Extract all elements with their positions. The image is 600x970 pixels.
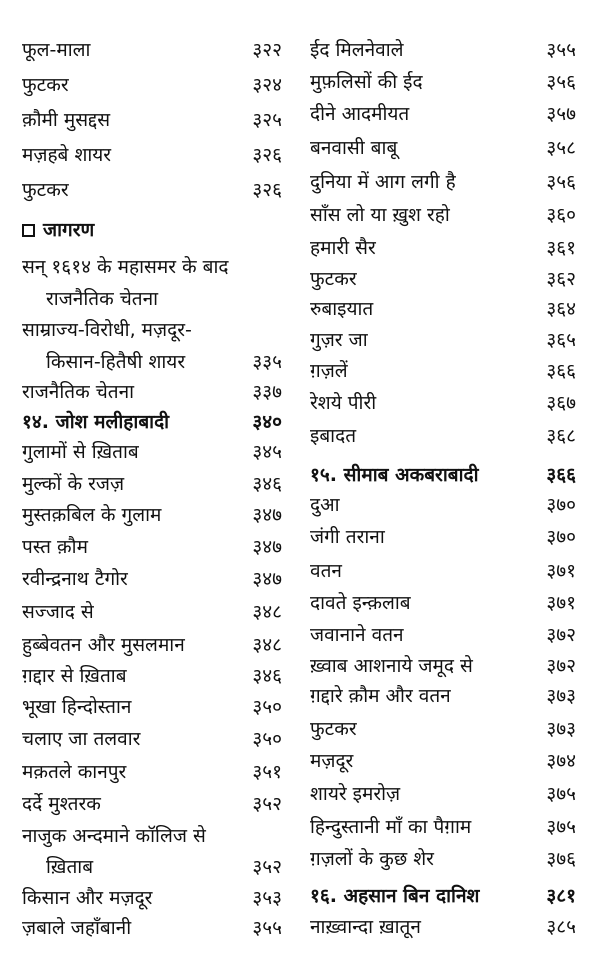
toc-entry-title xyxy=(22,73,69,97)
toc-entry-title-text: १५. सीमाब अकबराबादी xyxy=(310,464,479,486)
toc-entry xyxy=(0,108,300,134)
toc-entry-title xyxy=(22,567,128,591)
toc-entry-title xyxy=(310,815,471,839)
toc-entry xyxy=(300,424,600,450)
toc-entry-title xyxy=(310,267,357,291)
toc-entry-page: ३७३ xyxy=(546,685,576,707)
toc-entry-page: ३६० xyxy=(546,204,576,226)
toc-entry-page: ३७० xyxy=(546,526,576,548)
toc-entry xyxy=(300,136,600,162)
toc-entry-title-text: रवीन्द्रनाथ टैगोर xyxy=(22,568,128,590)
toc-entry-page: ३५७ xyxy=(546,103,576,125)
toc-entry-title xyxy=(310,559,342,583)
toc-entry-title-text: दुआ xyxy=(310,494,340,516)
toc-entry-title xyxy=(310,203,450,227)
toc-entry-title xyxy=(22,318,192,342)
toc-entry-page: ३४७ xyxy=(252,504,282,526)
toc-entry-title-text: राजनैतिक चेतना xyxy=(22,381,135,403)
toc-entry-title xyxy=(22,792,101,816)
toc-entry-title-text: हिन्दुस्तानी माँ का पैग़ाम xyxy=(310,816,472,838)
toc-entry-title xyxy=(310,328,368,352)
toc-entry-page: ३५२ xyxy=(252,856,282,878)
toc-entry-title-text: १६. अहसान बिन दानिश xyxy=(310,885,480,907)
toc-entry-title-text: गुज़र जा xyxy=(310,329,368,351)
toc-entry xyxy=(300,267,600,293)
toc-entry-title xyxy=(310,884,479,908)
toc-entry xyxy=(300,847,600,873)
toc-entry-page: ३४५ xyxy=(252,441,282,463)
toc-entry-title xyxy=(22,633,185,657)
toc-entry-title-text: मुफ़लिसों की ईद xyxy=(310,71,423,93)
toc-entry-title-text: फुटकर xyxy=(22,179,69,201)
toc-entry xyxy=(0,695,300,721)
toc-entry-title xyxy=(310,102,409,126)
toc-entry-title-text: हुब्बेवतन और मुसलमान xyxy=(22,634,185,656)
toc-entry-title xyxy=(46,287,158,311)
toc-entry-page: ३७१ xyxy=(546,592,576,614)
chapter-heading xyxy=(0,410,300,436)
toc-entry-page: ३५५ xyxy=(252,917,282,939)
toc-entry-page: ३५० xyxy=(252,696,282,718)
toc-entry-title xyxy=(310,424,356,448)
toc-entry-page: ३७५ xyxy=(546,816,576,838)
toc-entry xyxy=(0,255,300,281)
toc-entry-title-text: किसान-हितैषी शायर xyxy=(46,351,186,373)
toc-entry xyxy=(300,815,600,841)
toc-entry-page: ३२६ xyxy=(252,144,282,166)
toc-entry-page: ३८१ xyxy=(546,885,576,907)
toc-entry xyxy=(300,170,600,196)
toc-entry xyxy=(300,749,600,775)
toc-entry xyxy=(0,855,300,881)
toc-entry xyxy=(0,633,300,659)
toc-entry-title xyxy=(22,886,152,910)
toc-entry xyxy=(0,886,300,912)
toc-entry-page: ३६५ xyxy=(546,329,576,351)
toc-entry-page: ३४६ xyxy=(252,665,282,687)
toc-entry-title-text: १४. जोश मलीहाबादी xyxy=(22,411,170,433)
toc-entry xyxy=(0,535,300,561)
toc-entry-page: ३४७ xyxy=(252,568,282,590)
toc-entry-title xyxy=(310,70,423,94)
toc-entry xyxy=(300,493,600,519)
toc-entry-page: ३५० xyxy=(252,728,282,750)
toc-entry xyxy=(300,591,600,617)
toc-entry-page: ३२२ xyxy=(252,39,282,61)
toc-entry-title-text: मज़हबे शायर xyxy=(22,144,112,166)
toc-entry-page: ३२४ xyxy=(252,74,282,96)
toc-entry xyxy=(300,525,600,551)
toc-entry-title xyxy=(22,472,124,496)
toc-entry-title-text: सज्जाद से xyxy=(22,601,94,623)
toc-entry-title xyxy=(22,727,140,751)
toc-entry-title xyxy=(310,359,348,383)
toc-entry-title xyxy=(22,255,229,279)
toc-entry-page: ३५१ xyxy=(252,761,282,783)
toc-entry-title-text: ईद मिलनेवाले xyxy=(310,39,404,61)
toc-entry-page: ३८५ xyxy=(546,916,576,938)
toc-entry-title-text: गुलामों से ख़िताब xyxy=(22,441,139,463)
toc-entry-title-text: जागरण xyxy=(43,219,95,241)
toc-entry-title xyxy=(22,380,134,404)
toc-entry-title-text: शायरे इमरोज़ xyxy=(310,783,401,805)
toc-entry-title xyxy=(22,178,69,202)
toc-entry-page: ३७६ xyxy=(546,848,576,870)
toc-entry xyxy=(300,38,600,64)
toc-entry-title-text: साँस लो या ख़ुश रहो xyxy=(310,204,450,226)
toc-entry-title-text: भूखा हिन्दोस्तान xyxy=(22,696,132,718)
toc-entry-title-text: नाजुक अन्दमाने कॉलिज से xyxy=(22,825,206,847)
toc-entry-title-text: मक़तले कानपुर xyxy=(22,761,127,783)
toc-entry-page: ३४६ xyxy=(252,473,282,495)
toc-entry-title xyxy=(22,410,169,434)
toc-entry-title-text: मज़दूर xyxy=(310,750,354,772)
toc-entry-page: ३४७ xyxy=(252,536,282,558)
toc-entry-page: ३७२ xyxy=(546,655,576,677)
toc-entry-title-text: ज़बाले जहाँबानी xyxy=(22,917,132,939)
toc-entry-title-text: जंगी तराना xyxy=(310,526,385,548)
toc-entry-title xyxy=(22,218,94,242)
toc-entry-title-text: जवानाने वतन xyxy=(310,624,404,646)
toc-entry-page: ३६४ xyxy=(546,298,576,320)
toc-entry-title-text: वतन xyxy=(310,560,342,582)
toc-entry-title-text: फुटकर xyxy=(310,718,357,740)
toc-entry-page: ३५८ xyxy=(546,137,576,159)
toc-entry xyxy=(0,440,300,466)
toc-entry-title-text: ग़ज़लों के कुछ शेर xyxy=(310,848,434,870)
toc-entry-title xyxy=(310,493,340,517)
toc-entry xyxy=(0,380,300,406)
toc-entry xyxy=(0,73,300,99)
toc-entry xyxy=(300,102,600,128)
toc-entry-page: ३४८ xyxy=(252,601,282,623)
toc-entry-title xyxy=(310,525,385,549)
toc-entry-title-text: फुटकर xyxy=(310,268,357,290)
toc-entry-title xyxy=(22,664,127,688)
square-bullet-icon xyxy=(22,224,35,237)
chapter-heading xyxy=(300,884,600,910)
toc-entry-title xyxy=(310,391,376,415)
toc-entry-title-text: पस्त क़ौम xyxy=(22,536,88,558)
toc-entry-title xyxy=(22,503,161,527)
toc-entry-title xyxy=(22,760,126,784)
toc-entry xyxy=(300,915,600,941)
toc-entry-page: ३७५ xyxy=(546,783,576,805)
toc-entry-page: ३५५ xyxy=(546,39,576,61)
toc-entry-title xyxy=(22,535,88,559)
toc-entry-title-text: दावते इन्क़लाब xyxy=(310,592,411,614)
toc-entry-title-text: चलाए जा तलवार xyxy=(22,728,141,750)
toc-entry xyxy=(0,38,300,64)
toc-entry-title xyxy=(310,684,451,708)
toc-entry-title-text: ख़िताब xyxy=(46,856,94,878)
toc-entry-title-text: दीने आदमीयत xyxy=(310,103,410,125)
toc-entry-page: ३३५ xyxy=(252,351,282,373)
toc-entry-title xyxy=(22,440,139,464)
toc-entry-title xyxy=(46,855,93,879)
toc-entry-page: ३४८ xyxy=(252,634,282,656)
toc-entry xyxy=(300,559,600,585)
toc-entry xyxy=(300,70,600,96)
toc-entry-page: ३६२ xyxy=(546,268,576,290)
toc-entry xyxy=(0,318,300,344)
toc-entry-page: ३२५ xyxy=(252,109,282,131)
toc-entry-title xyxy=(22,108,110,132)
toc-entry xyxy=(0,600,300,626)
toc-entry-title-text: फुटकर xyxy=(22,74,69,96)
toc-entry-title-text: दर्दे मुश्तरक xyxy=(22,793,101,815)
toc-entry-title xyxy=(310,236,376,260)
toc-entry-page: ३३७ xyxy=(252,381,282,403)
toc-entry xyxy=(0,143,300,169)
toc-entry-page: ३७१ xyxy=(546,560,576,582)
toc-entry-title-text: ग़द्दार से ख़िताब xyxy=(22,665,127,687)
toc-entry-title-text: सन् १६१४ के महासमर के बाद xyxy=(22,256,229,278)
toc-entry-title-text: हमारी सैर xyxy=(310,237,376,259)
toc-entry-title-text: दुनिया में आग लगी है xyxy=(310,171,456,193)
toc-entry-title-text: साम्राज्य-विरोधी, मज़दूर- xyxy=(22,319,192,341)
toc-entry-page: ३७० xyxy=(546,494,576,516)
toc-entry-page: ३६७ xyxy=(546,392,576,414)
toc-entry-title-text: ख़्वाब आशनाये जमूद से xyxy=(310,655,473,677)
chapter-heading xyxy=(300,463,600,489)
toc-entry-page: ३६८ xyxy=(546,425,576,447)
toc-entry-title xyxy=(310,623,404,647)
toc-entry xyxy=(300,236,600,262)
toc-entry-page: ३५३ xyxy=(252,887,282,909)
toc-entry xyxy=(300,684,600,710)
toc-entry-title-text: ग़द्दारे क़ौम और वतन xyxy=(310,685,451,707)
toc-entry-title-text: फूल-माला xyxy=(22,39,91,61)
toc-entry-title xyxy=(310,38,404,62)
toc-entry-page: ३२६ xyxy=(252,179,282,201)
toc-entry-page: ३५२ xyxy=(252,793,282,815)
toc-entry-page: ३७३ xyxy=(546,718,576,740)
toc-entry-page: ३६६ xyxy=(546,360,576,382)
section-heading xyxy=(0,218,300,244)
toc-entry-title xyxy=(310,915,421,939)
toc-entry-page: ३७२ xyxy=(546,624,576,646)
toc-entry-title xyxy=(310,847,434,871)
toc-entry xyxy=(0,287,300,313)
toc-entry-page: ३५६ xyxy=(546,171,576,193)
toc-entry xyxy=(300,623,600,649)
toc-entry xyxy=(0,760,300,786)
toc-entry xyxy=(0,178,300,204)
toc-entry-title-text: राजनैतिक चेतना xyxy=(46,288,159,310)
toc-entry-title xyxy=(310,749,353,773)
toc-entry xyxy=(0,567,300,593)
toc-entry-title-text: किसान और मज़दूर xyxy=(22,887,153,909)
toc-entry xyxy=(0,727,300,753)
toc-entry-title xyxy=(46,350,185,374)
toc-entry xyxy=(300,391,600,417)
toc-entry xyxy=(0,350,300,376)
toc-entry-title xyxy=(310,654,473,678)
toc-entry xyxy=(300,359,600,385)
toc-entry-page: ३७४ xyxy=(546,750,576,772)
toc-entry-title xyxy=(22,143,111,167)
toc-entry-title xyxy=(310,591,411,615)
toc-entry xyxy=(300,782,600,808)
toc-entry-title-text: क़ौमी मुसद्दस xyxy=(22,109,111,131)
toc-entry xyxy=(300,328,600,354)
toc-entry xyxy=(300,654,600,680)
toc-entry-page: ३५६ xyxy=(546,71,576,93)
toc-entry xyxy=(0,824,300,850)
toc-entry xyxy=(300,203,600,229)
toc-entry xyxy=(300,297,600,323)
toc-entry-title-text: नाख़्वान्दा ख़ातून xyxy=(310,916,421,938)
toc-entry-title-text: मुस्तक़बिल के गुलाम xyxy=(22,504,162,526)
toc-entry-title xyxy=(22,600,94,624)
toc-entry-title-text: बनवासी बाबू xyxy=(310,137,398,159)
toc-entry-title xyxy=(310,297,373,321)
toc-entry-title xyxy=(22,916,131,940)
toc-entry-title xyxy=(310,136,397,160)
toc-entry-title xyxy=(310,782,400,806)
toc-entry-title xyxy=(310,463,479,487)
toc-entry-page: ३६१ xyxy=(546,237,576,259)
toc-entry-title-text: रेशये पीरी xyxy=(310,392,377,414)
toc-entry-title-text: मुल्कों के रजज़ xyxy=(22,473,125,495)
toc-entry-title xyxy=(310,717,357,741)
toc-entry-page: ३४० xyxy=(252,411,282,433)
toc-entry-title xyxy=(22,38,90,62)
toc-entry-title-text: ग़ज़लें xyxy=(310,360,348,382)
toc-entry xyxy=(300,717,600,743)
toc-entry xyxy=(0,664,300,690)
toc-entry-title-text: इबादत xyxy=(310,425,357,447)
toc-entry-title xyxy=(310,170,456,194)
toc-entry xyxy=(0,503,300,529)
toc-entry xyxy=(0,916,300,942)
toc-entry xyxy=(0,472,300,498)
toc-entry-page: ३६६ xyxy=(546,464,576,486)
toc-entry-title-text: रुबाइयात xyxy=(310,298,374,320)
toc-entry-title xyxy=(22,695,131,719)
toc-entry-title xyxy=(22,824,206,848)
toc-entry xyxy=(0,792,300,818)
